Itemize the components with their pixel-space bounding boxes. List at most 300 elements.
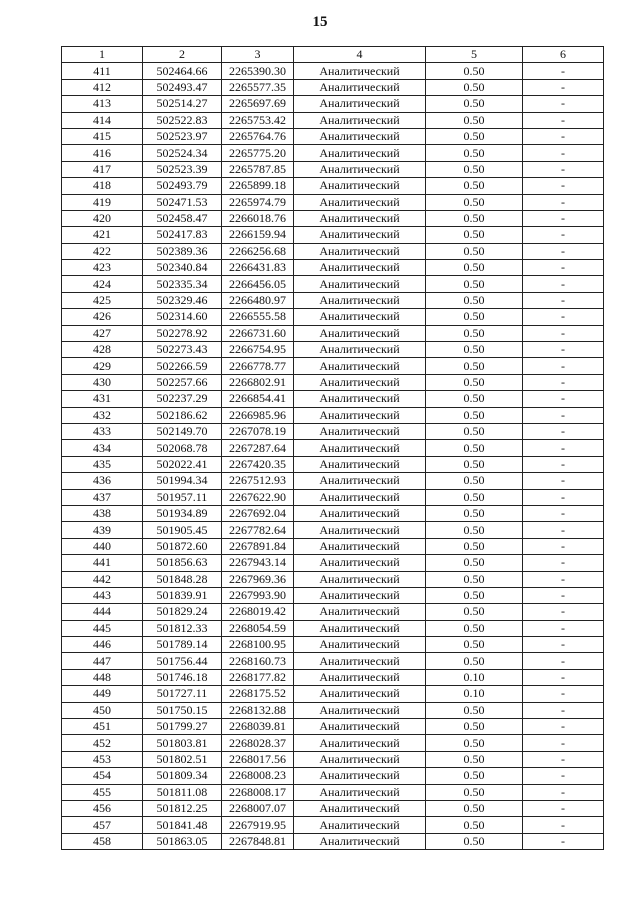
accuracy-cell: 0.50 — [426, 817, 523, 833]
x-coordinate-cell: 501829.24 — [143, 604, 222, 620]
y-coordinate-cell: 2267078.19 — [222, 423, 294, 439]
point-number-cell: 422 — [62, 243, 143, 259]
table-row — [62, 800, 604, 816]
point-number-cell: 447 — [62, 653, 143, 669]
table-row — [62, 702, 604, 718]
method-cell: Аналитический — [294, 227, 426, 243]
x-coordinate-cell: 501756.44 — [143, 653, 222, 669]
table-header-row — [62, 47, 604, 63]
accuracy-cell: 0.50 — [426, 178, 523, 194]
table-row — [62, 719, 604, 735]
point-number-cell: 425 — [62, 292, 143, 308]
x-coordinate-cell: 501872.60 — [143, 538, 222, 554]
method-cell: Аналитический — [294, 587, 426, 603]
y-coordinate-cell: 2265390.30 — [222, 63, 294, 79]
accuracy-cell: 0.50 — [426, 800, 523, 816]
note-cell: - — [523, 686, 604, 702]
x-coordinate-cell: 501994.34 — [143, 473, 222, 489]
x-coordinate-cell: 502314.60 — [143, 309, 222, 325]
table-row — [62, 489, 604, 505]
point-number-cell: 453 — [62, 751, 143, 767]
table-row — [62, 555, 604, 571]
x-coordinate-cell: 502237.29 — [143, 391, 222, 407]
note-cell: - — [523, 735, 604, 751]
table-row — [62, 276, 604, 292]
method-cell: Аналитический — [294, 112, 426, 128]
point-number-cell: 445 — [62, 620, 143, 636]
accuracy-cell: 0.50 — [426, 833, 523, 849]
accuracy-cell: 0.50 — [426, 374, 523, 390]
x-coordinate-cell: 502389.36 — [143, 243, 222, 259]
table-row — [62, 456, 604, 472]
x-coordinate-cell: 501802.51 — [143, 751, 222, 767]
method-cell: Аналитический — [294, 800, 426, 816]
table-row — [62, 227, 604, 243]
point-number-cell: 417 — [62, 161, 143, 177]
method-cell: Аналитический — [294, 768, 426, 784]
accuracy-cell: 0.50 — [426, 276, 523, 292]
x-coordinate-cell: 502523.39 — [143, 161, 222, 177]
point-number-cell: 452 — [62, 735, 143, 751]
y-coordinate-cell: 2268019.42 — [222, 604, 294, 620]
y-coordinate-cell: 2265899.18 — [222, 178, 294, 194]
accuracy-cell: 0.50 — [426, 145, 523, 161]
column-header-1: 1 — [62, 47, 143, 63]
note-cell: - — [523, 342, 604, 358]
method-cell: Аналитический — [294, 817, 426, 833]
point-number-cell: 456 — [62, 800, 143, 816]
point-number-cell: 446 — [62, 637, 143, 653]
table-row — [62, 604, 604, 620]
table-row — [62, 505, 604, 521]
table-row — [62, 194, 604, 210]
y-coordinate-cell: 2268007.07 — [222, 800, 294, 816]
y-coordinate-cell: 2268177.82 — [222, 669, 294, 685]
note-cell: - — [523, 63, 604, 79]
x-coordinate-cell: 502186.62 — [143, 407, 222, 423]
accuracy-cell: 0.50 — [426, 505, 523, 521]
table-row — [62, 358, 604, 374]
note-cell: - — [523, 128, 604, 144]
accuracy-cell: 0.50 — [426, 604, 523, 620]
note-cell: - — [523, 489, 604, 505]
method-cell: Аналитический — [294, 79, 426, 95]
note-cell: - — [523, 423, 604, 439]
accuracy-cell: 0.50 — [426, 620, 523, 636]
method-cell: Аналитический — [294, 407, 426, 423]
table-row — [62, 620, 604, 636]
table-row — [62, 112, 604, 128]
y-coordinate-cell: 2266802.91 — [222, 374, 294, 390]
x-coordinate-cell: 501811.08 — [143, 784, 222, 800]
note-cell: - — [523, 522, 604, 538]
y-coordinate-cell: 2265775.20 — [222, 145, 294, 161]
point-number-cell: 435 — [62, 456, 143, 472]
y-coordinate-cell: 2265697.69 — [222, 96, 294, 112]
accuracy-cell: 0.50 — [426, 735, 523, 751]
note-cell: - — [523, 391, 604, 407]
x-coordinate-cell: 501856.63 — [143, 555, 222, 571]
accuracy-cell: 0.50 — [426, 653, 523, 669]
x-coordinate-cell: 501863.05 — [143, 833, 222, 849]
x-coordinate-cell: 502458.47 — [143, 210, 222, 226]
note-cell: - — [523, 145, 604, 161]
point-number-cell: 430 — [62, 374, 143, 390]
x-coordinate-cell: 502329.46 — [143, 292, 222, 308]
y-coordinate-cell: 2267782.64 — [222, 522, 294, 538]
point-number-cell: 429 — [62, 358, 143, 374]
table-row — [62, 833, 604, 849]
point-number-cell: 413 — [62, 96, 143, 112]
method-cell: Аналитический — [294, 489, 426, 505]
accuracy-cell: 0.50 — [426, 784, 523, 800]
accuracy-cell: 0.50 — [426, 587, 523, 603]
note-cell: - — [523, 358, 604, 374]
accuracy-cell: 0.50 — [426, 243, 523, 259]
x-coordinate-cell: 502257.66 — [143, 374, 222, 390]
accuracy-cell: 0.50 — [426, 407, 523, 423]
y-coordinate-cell: 2267919.95 — [222, 817, 294, 833]
method-cell: Аналитический — [294, 161, 426, 177]
x-coordinate-cell: 501803.81 — [143, 735, 222, 751]
note-cell: - — [523, 702, 604, 718]
table-row — [62, 63, 604, 79]
accuracy-cell: 0.50 — [426, 96, 523, 112]
method-cell: Аналитический — [294, 653, 426, 669]
method-cell: Аналитический — [294, 145, 426, 161]
point-number-cell: 442 — [62, 571, 143, 587]
accuracy-cell: 0.50 — [426, 768, 523, 784]
method-cell: Аналитический — [294, 555, 426, 571]
x-coordinate-cell: 501841.48 — [143, 817, 222, 833]
x-coordinate-cell: 502149.70 — [143, 423, 222, 439]
x-coordinate-cell: 502522.83 — [143, 112, 222, 128]
point-number-cell: 420 — [62, 210, 143, 226]
y-coordinate-cell: 2265753.42 — [222, 112, 294, 128]
table-body — [62, 63, 604, 850]
point-number-cell: 416 — [62, 145, 143, 161]
accuracy-cell: 0.50 — [426, 489, 523, 505]
point-number-cell: 441 — [62, 555, 143, 571]
y-coordinate-cell: 2265764.76 — [222, 128, 294, 144]
note-cell: - — [523, 96, 604, 112]
method-cell: Аналитический — [294, 637, 426, 653]
y-coordinate-cell: 2267969.36 — [222, 571, 294, 587]
y-coordinate-cell: 2268160.73 — [222, 653, 294, 669]
point-number-cell: 454 — [62, 768, 143, 784]
method-cell: Аналитический — [294, 128, 426, 144]
accuracy-cell: 0.50 — [426, 423, 523, 439]
table-row — [62, 309, 604, 325]
note-cell: - — [523, 440, 604, 456]
method-cell: Аналитический — [294, 325, 426, 341]
table-row — [62, 571, 604, 587]
y-coordinate-cell: 2266018.76 — [222, 210, 294, 226]
point-number-cell: 455 — [62, 784, 143, 800]
x-coordinate-cell: 501934.89 — [143, 505, 222, 521]
method-cell: Аналитический — [294, 456, 426, 472]
y-coordinate-cell: 2266555.58 — [222, 309, 294, 325]
point-number-cell: 438 — [62, 505, 143, 521]
table-row — [62, 653, 604, 669]
table-row — [62, 391, 604, 407]
y-coordinate-cell: 2267993.90 — [222, 587, 294, 603]
x-coordinate-cell: 502273.43 — [143, 342, 222, 358]
accuracy-cell: 0.50 — [426, 391, 523, 407]
point-number-cell: 411 — [62, 63, 143, 79]
y-coordinate-cell: 2266778.77 — [222, 358, 294, 374]
y-coordinate-cell: 2268039.81 — [222, 719, 294, 735]
point-number-cell: 424 — [62, 276, 143, 292]
x-coordinate-cell: 501750.15 — [143, 702, 222, 718]
x-coordinate-cell: 501905.45 — [143, 522, 222, 538]
table-row — [62, 342, 604, 358]
y-coordinate-cell: 2266854.41 — [222, 391, 294, 407]
y-coordinate-cell: 2266754.95 — [222, 342, 294, 358]
accuracy-cell: 0.50 — [426, 473, 523, 489]
x-coordinate-cell: 502493.47 — [143, 79, 222, 95]
method-cell: Аналитический — [294, 194, 426, 210]
point-number-cell: 451 — [62, 719, 143, 735]
point-number-cell: 426 — [62, 309, 143, 325]
note-cell: - — [523, 194, 604, 210]
table-row — [62, 440, 604, 456]
method-cell: Аналитический — [294, 604, 426, 620]
method-cell: Аналитический — [294, 342, 426, 358]
point-number-cell: 427 — [62, 325, 143, 341]
table-row — [62, 768, 604, 784]
table-row — [62, 178, 604, 194]
y-coordinate-cell: 2266159.94 — [222, 227, 294, 243]
note-cell: - — [523, 637, 604, 653]
method-cell: Аналитический — [294, 309, 426, 325]
point-number-cell: 458 — [62, 833, 143, 849]
table-row — [62, 243, 604, 259]
table-row — [62, 522, 604, 538]
accuracy-cell: 0.50 — [426, 309, 523, 325]
point-number-cell: 431 — [62, 391, 143, 407]
accuracy-cell: 0.50 — [426, 325, 523, 341]
x-coordinate-cell: 502524.34 — [143, 145, 222, 161]
x-coordinate-cell: 501812.33 — [143, 620, 222, 636]
accuracy-cell: 0.50 — [426, 456, 523, 472]
table-row — [62, 637, 604, 653]
column-header-4: 4 — [294, 47, 426, 63]
accuracy-cell: 0.50 — [426, 538, 523, 554]
method-cell: Аналитический — [294, 620, 426, 636]
point-number-cell: 428 — [62, 342, 143, 358]
accuracy-cell: 0.50 — [426, 358, 523, 374]
table-row — [62, 325, 604, 341]
accuracy-cell: 0.50 — [426, 751, 523, 767]
note-cell: - — [523, 768, 604, 784]
accuracy-cell: 0.50 — [426, 522, 523, 538]
y-coordinate-cell: 2266256.68 — [222, 243, 294, 259]
table-row — [62, 79, 604, 95]
note-cell: - — [523, 456, 604, 472]
accuracy-cell: 0.50 — [426, 161, 523, 177]
accuracy-cell: 0.50 — [426, 342, 523, 358]
table-row — [62, 292, 604, 308]
y-coordinate-cell: 2267848.81 — [222, 833, 294, 849]
point-number-cell: 436 — [62, 473, 143, 489]
method-cell: Аналитический — [294, 243, 426, 259]
accuracy-cell: 0.50 — [426, 555, 523, 571]
point-number-cell: 450 — [62, 702, 143, 718]
point-number-cell: 412 — [62, 79, 143, 95]
note-cell: - — [523, 833, 604, 849]
y-coordinate-cell: 2265974.79 — [222, 194, 294, 210]
table-row — [62, 538, 604, 554]
accuracy-cell: 0.50 — [426, 227, 523, 243]
note-cell: - — [523, 161, 604, 177]
method-cell: Аналитический — [294, 440, 426, 456]
point-number-cell: 434 — [62, 440, 143, 456]
point-number-cell: 443 — [62, 587, 143, 603]
point-number-cell: 423 — [62, 260, 143, 276]
method-cell: Аналитический — [294, 571, 426, 587]
table-row — [62, 735, 604, 751]
y-coordinate-cell: 2265787.85 — [222, 161, 294, 177]
note-cell: - — [523, 292, 604, 308]
y-coordinate-cell: 2267287.64 — [222, 440, 294, 456]
note-cell: - — [523, 587, 604, 603]
x-coordinate-cell: 501799.27 — [143, 719, 222, 735]
table-row — [62, 784, 604, 800]
accuracy-cell: 0.50 — [426, 63, 523, 79]
method-cell: Аналитический — [294, 292, 426, 308]
y-coordinate-cell: 2268100.95 — [222, 637, 294, 653]
method-cell: Аналитический — [294, 522, 426, 538]
table-row — [62, 751, 604, 767]
x-coordinate-cell: 501727.11 — [143, 686, 222, 702]
method-cell: Аналитический — [294, 719, 426, 735]
accuracy-cell: 0.50 — [426, 260, 523, 276]
method-cell: Аналитический — [294, 751, 426, 767]
method-cell: Аналитический — [294, 686, 426, 702]
table-row — [62, 473, 604, 489]
note-cell: - — [523, 784, 604, 800]
point-number-cell: 415 — [62, 128, 143, 144]
point-number-cell: 448 — [62, 669, 143, 685]
coordinates-table — [61, 46, 604, 850]
accuracy-cell: 0.50 — [426, 112, 523, 128]
y-coordinate-cell: 2267512.93 — [222, 473, 294, 489]
note-cell: - — [523, 669, 604, 685]
accuracy-cell: 0.50 — [426, 571, 523, 587]
method-cell: Аналитический — [294, 96, 426, 112]
point-number-cell: 414 — [62, 112, 143, 128]
method-cell: Аналитический — [294, 63, 426, 79]
x-coordinate-cell: 502068.78 — [143, 440, 222, 456]
x-coordinate-cell: 502266.59 — [143, 358, 222, 374]
note-cell: - — [523, 325, 604, 341]
note-cell: - — [523, 719, 604, 735]
method-cell: Аналитический — [294, 735, 426, 751]
accuracy-cell: 0.50 — [426, 79, 523, 95]
y-coordinate-cell: 2266456.05 — [222, 276, 294, 292]
table-row — [62, 587, 604, 603]
table-row — [62, 686, 604, 702]
x-coordinate-cell: 502514.27 — [143, 96, 222, 112]
y-coordinate-cell: 2267692.04 — [222, 505, 294, 521]
table-row — [62, 407, 604, 423]
column-header-3: 3 — [222, 47, 294, 63]
method-cell: Аналитический — [294, 538, 426, 554]
method-cell: Аналитический — [294, 505, 426, 521]
method-cell: Аналитический — [294, 178, 426, 194]
point-number-cell: 439 — [62, 522, 143, 538]
y-coordinate-cell: 2266731.60 — [222, 325, 294, 341]
point-number-cell: 449 — [62, 686, 143, 702]
note-cell: - — [523, 751, 604, 767]
note-cell: - — [523, 538, 604, 554]
note-cell: - — [523, 227, 604, 243]
method-cell: Аналитический — [294, 391, 426, 407]
note-cell: - — [523, 178, 604, 194]
note-cell: - — [523, 505, 604, 521]
y-coordinate-cell: 2265577.35 — [222, 79, 294, 95]
y-coordinate-cell: 2266480.97 — [222, 292, 294, 308]
point-number-cell: 457 — [62, 817, 143, 833]
y-coordinate-cell: 2268132.88 — [222, 702, 294, 718]
x-coordinate-cell: 501839.91 — [143, 587, 222, 603]
x-coordinate-cell: 502340.84 — [143, 260, 222, 276]
table-row — [62, 145, 604, 161]
column-header-2: 2 — [143, 47, 222, 63]
point-number-cell: 433 — [62, 423, 143, 439]
note-cell: - — [523, 309, 604, 325]
point-number-cell: 440 — [62, 538, 143, 554]
note-cell: - — [523, 817, 604, 833]
note-cell: - — [523, 210, 604, 226]
x-coordinate-cell: 502278.92 — [143, 325, 222, 341]
point-number-cell: 418 — [62, 178, 143, 194]
accuracy-cell: 0.10 — [426, 669, 523, 685]
column-header-5: 5 — [426, 47, 523, 63]
method-cell: Аналитический — [294, 473, 426, 489]
x-coordinate-cell: 501809.34 — [143, 768, 222, 784]
point-number-cell: 437 — [62, 489, 143, 505]
y-coordinate-cell: 2267420.35 — [222, 456, 294, 472]
x-coordinate-cell: 501848.28 — [143, 571, 222, 587]
method-cell: Аналитический — [294, 210, 426, 226]
point-number-cell: 432 — [62, 407, 143, 423]
note-cell: - — [523, 571, 604, 587]
table-row — [62, 161, 604, 177]
y-coordinate-cell: 2267622.90 — [222, 489, 294, 505]
table-row — [62, 128, 604, 144]
y-coordinate-cell: 2267891.84 — [222, 538, 294, 554]
x-coordinate-cell: 502464.66 — [143, 63, 222, 79]
x-coordinate-cell: 502335.34 — [143, 276, 222, 292]
x-coordinate-cell: 502022.41 — [143, 456, 222, 472]
accuracy-cell: 0.50 — [426, 637, 523, 653]
y-coordinate-cell: 2268017.56 — [222, 751, 294, 767]
note-cell: - — [523, 653, 604, 669]
accuracy-cell: 0.50 — [426, 719, 523, 735]
x-coordinate-cell: 501746.18 — [143, 669, 222, 685]
table-row — [62, 210, 604, 226]
y-coordinate-cell: 2268054.59 — [222, 620, 294, 636]
note-cell: - — [523, 473, 604, 489]
table-row — [62, 817, 604, 833]
note-cell: - — [523, 604, 604, 620]
point-number-cell: 444 — [62, 604, 143, 620]
note-cell: - — [523, 79, 604, 95]
accuracy-cell: 0.50 — [426, 194, 523, 210]
y-coordinate-cell: 2268028.37 — [222, 735, 294, 751]
